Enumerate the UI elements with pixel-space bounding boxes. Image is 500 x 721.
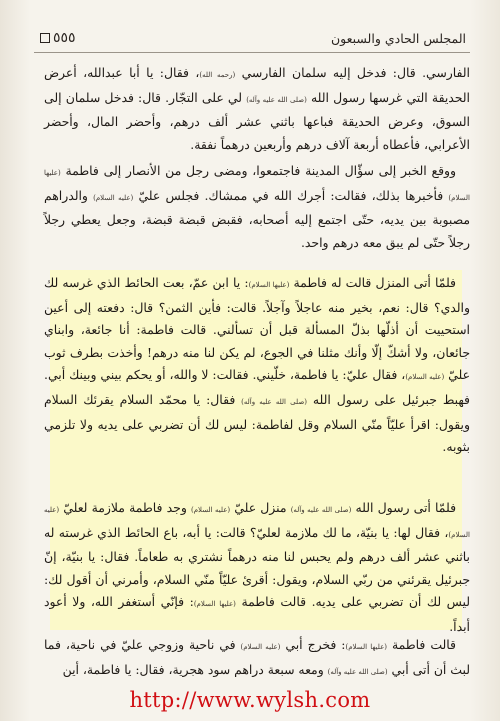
paragraph-5: قالت فاطمة (عليها السلام): فخرج أبي (عليه السلام) في ناحية وزوجي عليّ في ناحية، فما لبث أن أتى أبي (صلى الله عليه وآله) ومعه سبعة دراهم سود هجرية، فقال: يا فاطمة، أين [44,637,470,677]
paragraph-4: فلمّا أتى رسول الله (صلى الله عليه وآله) منزل عليّ (عليه السلام) وجد فاطمة ملازمة لعليّ (عليه السلام)، فقال لها: يا بنيّة، ما لك ملازمة لعليّ؟ قالت: يا أبه، باع الحائط الذي غرسته له باثني عشر ألف درهم ولم يحبس لنا منه درهماً نشتري به طعاماً. فقال: يا بنيّة، إنّ جبرئيل يقرئني من ربّي السلام، ويقول: أقرئ عليّاً منّي السلام، وأمرني أن أقول لك: ليس لك أن تضربي على يديه. قالت فاطمة (عليها السلام): فإنّي أستغفر الله، ولا أعود أبداً. [44,500,470,634]
paragraph-3: فلمّا أتى المنزل قالت له فاطمة (عليها السلام): يا ابن عمّ، بعت الحائط الذي غرسه لك والدي؟ قال: نعم، بخير منه عاجلاً وآجلاً. قالت: فأين الثمن؟ قال: دفعته إلى أعين استحييت أن أذلّها بذلّ المسألة قبل أن تسألني. قالت فاطمة: أنا جائعة، وابناي جائعان، ولا أشكّ إلّا وأنك مثلنا في الجوع، لم يكن لنا منه درهم! وأخذت بطرف ثوب عليّ (عليه السلام)، فقال عليّ: يا فاطمة، خلّيني. فقالت: لا والله، أو يحكم بيني وبينك أبي. فهبط جبرئيل على رسول الله (صلى الله عليه وآله) فقال: يا محمّد السلام يقرئك السلام ويقول: اقرأ عليّاً منّي السلام وقل لفاطمة: ليس لك أن تضربي على يديه ولا تلزمي بثوبه. [44,275,470,455]
watermark-url: http://www.wylsh.com [129,688,371,712]
paragraph-2: ووقع الخبر إلى سؤّال المدينة فاجتمعوا، ومضى رجل من الأنصار إلى فاطمة (عليها السلام) فأخبرها بذلك، فقالت: أجرك الله في ممشاك. فجلس عليّ (عليه السلام) والدراهم مصبوبة بين يديه، حتّى اجتمع إليه أصحابه، فقبض قبضة قبضة، وجعل يعطي رجلاً رجلاً حتّى لم يبق معه درهم واحد. [44,163,470,250]
header-divider [34,52,470,53]
square-icon [40,33,50,43]
paragraph-1: الفارسي. قال: فدخل إليه سلمان الفارسي (رحمه الله)، فقال: يا أبا عبدالله، أعرض الحديقة التي غرسها رسول الله (صلى الله عليه وآله) لي على التجّار. قال: فدخل سلمان إلى السوق، وعرض الحديقة فباعها باثني عشر ألف درهم، وأحضر المال، وأحضر الأعرابي، فأعطاه أربعة آلاف درهم وأربعين درهماً نفقة. [44,65,470,152]
running-title: المجلس الحادي والسبعون [330,30,466,46]
page-number: ٥٥٥ [40,30,76,46]
page-header [40,26,466,50]
